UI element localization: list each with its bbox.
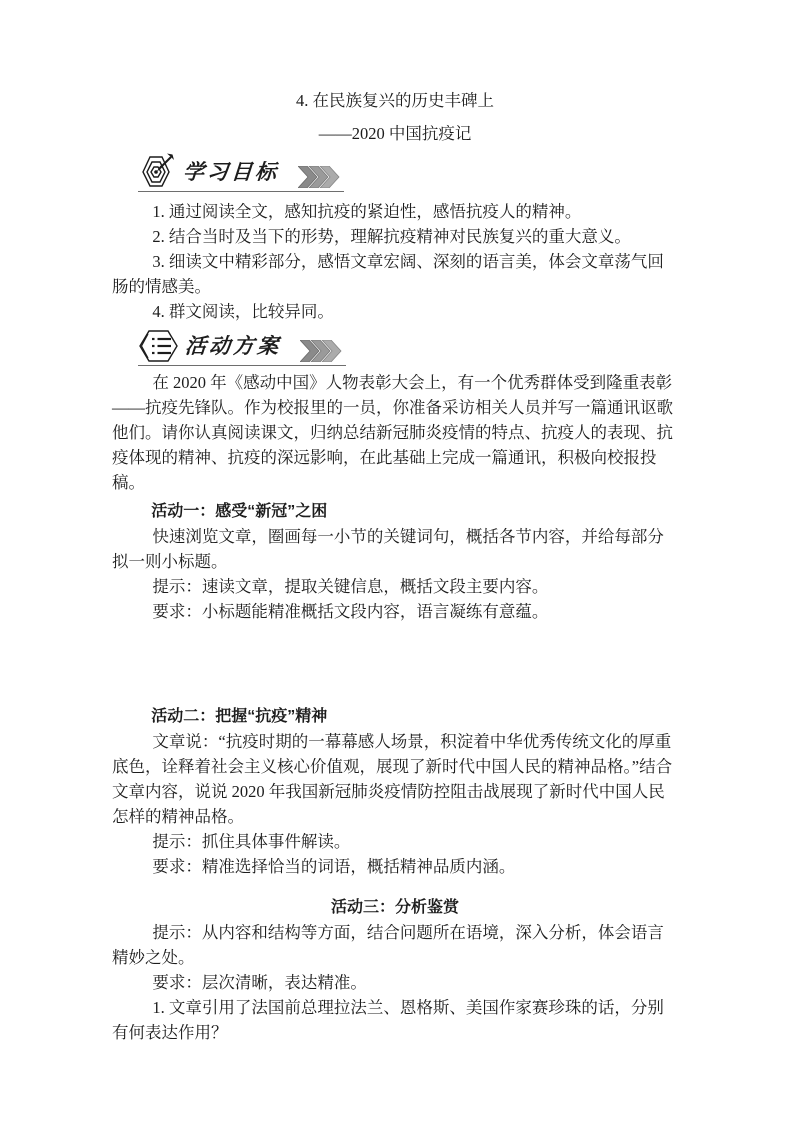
objective-item-4: 4. 群文阅读，比较异同。 [152, 302, 334, 321]
activity-plan-intro: 在 2020 年《感动中国》人物表彰大会上，有一个优秀群体受到隆重表彰——抗疫先锋队。作为校报里的一员，你准备采访相关人员并写一篇通讯讴歌他们。请你认真阅读课文，归纳总结新冠肺炎疫情的特点、抗疫人的表现、抗疫体现的精神、抗疫的深远影响，在此基础上完成一篇通讯，积极向校报投稿。 [112, 373, 673, 492]
activity-plan-title: 活动方案 [184, 334, 282, 358]
activity3-requirement: 要求：层次清晰，表达精准。 [152, 973, 367, 992]
triple-chevron-right-icon [298, 166, 340, 188]
objective-item-2: 2. 结合当时及当下的形势，理解抗疫精神对民族复兴的重大意义。 [152, 227, 631, 246]
activity3-hint: 提示：从内容和结构等方面，结合问题所在语境，深入分析，体会语言精妙之处。 [112, 923, 664, 967]
hexagon-list-icon [138, 329, 178, 363]
activity3-question-1: 1. 文章引用了法国前总理拉法兰、恩格斯、美国作家赛珍珠的话，分别有何表达作用？ [112, 998, 664, 1042]
document-subtitle: ——2020 中国抗疫记 [318, 124, 472, 143]
triple-chevron-right-icon [300, 340, 342, 362]
activity3-title: 活动三：分析鉴赏 [330, 899, 459, 916]
document-title-block [112, 88, 678, 147]
activity2-body: 文章说：“抗疫时期的一幕幕感人场景，积淀着中华优秀传统文化的厚重底色，诠释着社会主义核心价值观，展现了新时代中国人民的精神品格。”结合文章内容，说说 2020 年我国新冠肺炎疫情防控阻击战展现了新时代中国人民怎样的精神品格。 [112, 732, 673, 826]
target-dart-icon [138, 153, 176, 189]
document-title: 4. 在民族复兴的历史丰碑上 [296, 91, 494, 110]
learning-objectives-list [112, 199, 678, 324]
page-content [112, 0, 678, 1045]
activity1-hint: 提示：速读文章，提取关键信息，概括文段主要内容。 [152, 577, 549, 596]
activity1-title: 活动一：感受“新冠”之困 [151, 503, 328, 520]
activity1-body: 快速浏览文章，圈画每一小节的关键词句，概括各节内容，并给每部分拟一则小标题。 [112, 527, 664, 571]
activity2-hint: 提示：抓住具体事件解读。 [152, 832, 351, 851]
objective-item-3: 3. 细读文中精彩部分，感悟文章宏阔、深刻的语言美，体会文章荡气回肠的情感美。 [112, 252, 664, 296]
learning-objectives-title: 学习目标 [182, 160, 280, 184]
answer-blank-space [112, 624, 678, 704]
objective-item-1: 1. 通过阅读全文，感知抗疫的紧迫性，感悟抗疫人的精神。 [152, 202, 582, 221]
activity2-requirement: 要求：精准选择恰当的词语，概括精神品质内涵。 [152, 857, 516, 876]
activity-plan-header [138, 329, 346, 366]
activity1-requirement: 要求：小标题能精准概括文段内容，语言凝练有意蕴。 [152, 602, 549, 621]
learning-objectives-header [138, 153, 344, 192]
activity2-title: 活动二：把握“抗疫”精神 [151, 708, 328, 725]
